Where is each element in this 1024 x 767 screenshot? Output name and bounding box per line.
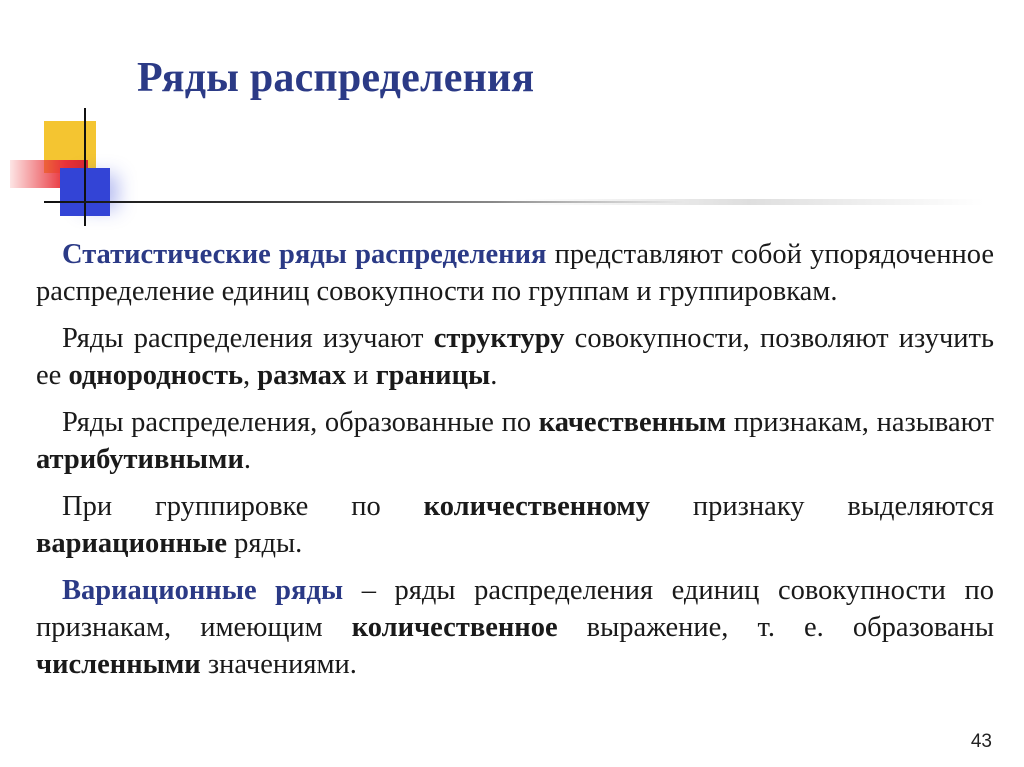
term-variational-series: Вариационные ряды [62, 575, 344, 606]
paragraph-variational [36, 572, 994, 683]
bold-term: границы [375, 360, 491, 391]
text: , [243, 360, 258, 391]
page-number: 43 [970, 731, 992, 752]
text: выражение, т. е. образованы [557, 612, 994, 643]
bold-term: качественным [538, 407, 727, 438]
bold-term: однородность [68, 360, 244, 391]
text: представляют собой упорядоченное распределение единиц совокупности по группам и группировкам. [36, 239, 995, 307]
text: – ряды распределения единиц совокупности по признакам, имеющим [36, 575, 994, 643]
text: признаку выделяются [649, 491, 994, 522]
text: . [243, 444, 251, 475]
vertical-rule [84, 108, 86, 226]
paragraph-attributive [36, 404, 994, 478]
text: . [490, 360, 498, 391]
text: признакам, называют [726, 407, 994, 438]
paragraph-structure [36, 320, 994, 394]
slide-title: Ряды распределения [137, 55, 535, 101]
text: совокупности, позволяют изучить ее [36, 323, 994, 391]
bold-term: количественное [351, 612, 558, 643]
text: Ряды распределения, образованные по [62, 407, 539, 438]
bold-term: вариационные [36, 528, 227, 559]
bold-term: размах [257, 360, 347, 391]
paragraph-definition [36, 236, 994, 310]
slide-body [36, 236, 994, 693]
text: ряды. [227, 528, 303, 559]
text: При группировке по [62, 491, 424, 522]
text: и [346, 360, 376, 391]
bold-term: количественному [423, 491, 650, 522]
paragraph-quantitative [36, 488, 994, 562]
bold-term: атрибутивными [36, 444, 244, 475]
text: Ряды распределения изучают [62, 323, 434, 354]
horizontal-rule [44, 201, 684, 203]
term-statistical-series: Статистические ряды распределения [62, 239, 547, 270]
text: значениями. [200, 649, 357, 680]
bold-term: структуру [433, 323, 565, 354]
bold-term: численными [36, 649, 201, 680]
